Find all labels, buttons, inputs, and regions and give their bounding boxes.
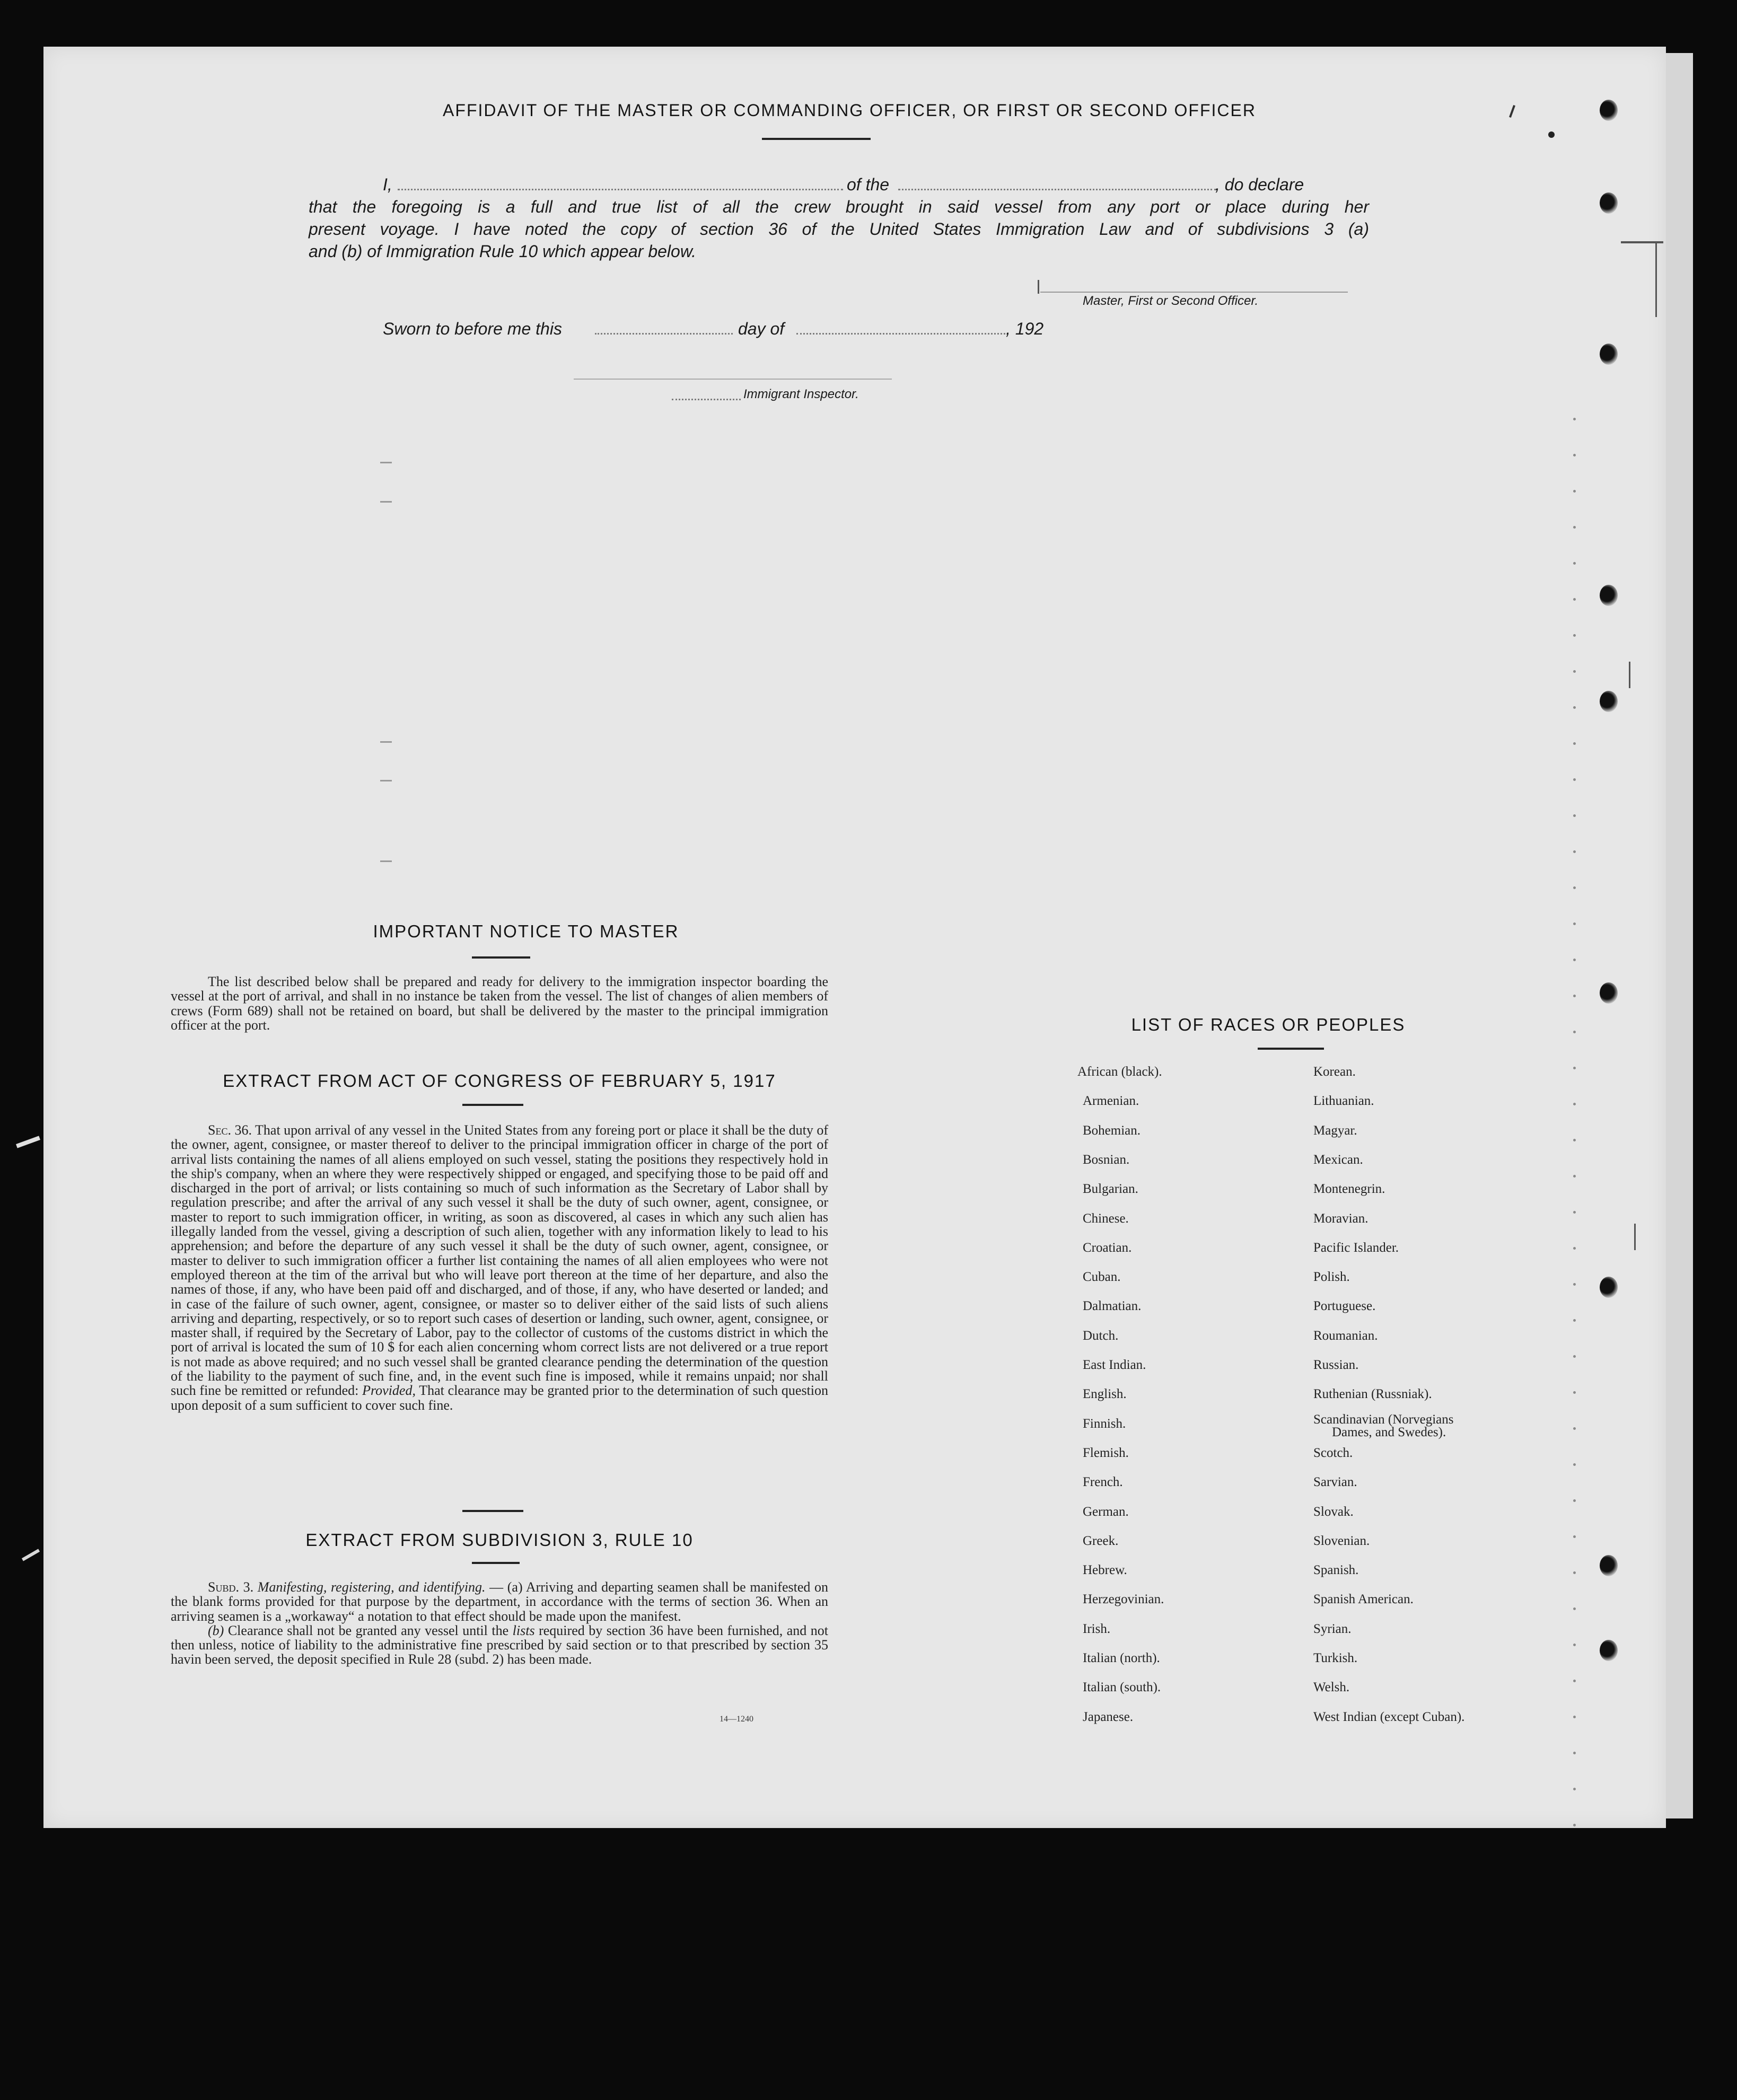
- notice-title-rule: [472, 956, 530, 959]
- margin-dot: [1573, 562, 1576, 565]
- race-item: German.: [1083, 1504, 1129, 1519]
- margin-dot: [1573, 1499, 1576, 1502]
- notice-text: The list described below shall be prepared and ready for delivery to the immigration inspector boarding the vessel at the port of arrival, and shall in no instance be taken from the vessel. The list of changes of alien members of crews (Form 689) shall not be retained on board, but shall be delivered by the master to the principal immigration officer at the port.: [171, 974, 828, 1033]
- margin-dot: [1573, 1607, 1576, 1610]
- race-item: Chinese.: [1083, 1211, 1129, 1226]
- races-title-rule: [1258, 1048, 1324, 1050]
- race-item: Spanish American.: [1313, 1592, 1414, 1607]
- sworn-day-of: day of: [738, 319, 785, 338]
- margin-dot: [1573, 1644, 1576, 1646]
- affidavit-title: AFFIDAVIT OF THE MASTER OR COMMANDING OFFICER, OR FIRST OR SECOND OFFICER: [443, 101, 1256, 120]
- affidavit-line1-declare: , do declare: [1215, 175, 1304, 194]
- act-text: Sec. 36. That upon arrival of any vessel in the United States from any foreing port or place it shall be the duty of the owner, agent, consignee, or master thereof to deliver to the principal immigration officer in charge of the port of arrival lists containing the names of all aliens employed on such vessel, stating the positions they respectively hold in the ship's company, when an where they were respectively shipped or engaged, and specifying those to be paid off and discharged in the port of arrival; or lists containing so much of such information as the Secretary of Labor shall by regulation prescribe; and after the arrival of any such vessel it shall be the duty of such owner, agent, consignee, or master to report to such immigration officer, in writing, as soon as discovered, al cases in which any such alien has illegally landed from the vessel, giving a description of such alien, together with any information likely to lead to his apprehension; and before the departure of any such vessel it shall be the duty of such owner, agent, consignee, or master to deliver to such immigration officer a further list containing the names of all alien employees who were not employed thereon at the tim of the arrival but who will leave port thereon at the time of her departure, and also the names of those, if any, who have been paid off and discharged, and of those, if any, who have deserted or landed; and in case of the failure of such owner, agent, consignee, or master so to deliver either of the said lists of such aliens arriving and departing, respectively, or so to report such cases of desertion or landing, such owner, agent, consignee, or master shall, if required by the Secretary of Labor, pay to the collector of customs of the customs district in which the port of arrival is located the sum of 10 $ for each alien concerning whom correct lists are not delivered or a true report is not made as above required; and no such vessel shall be granted clearance pending the determination of the question of the liability to the payment of such fine, and, in the event such fine is imposed, while it remains unpaid; nor shall such fine be remitted or refunded: Provided, That clearance may be granted prior to the determination of such question upon deposit of a sum sufficient to cover such fine.: [171, 1122, 829, 1413]
- left-edge-mark: [16, 1136, 40, 1148]
- margin-dot: [1573, 778, 1576, 781]
- signature-blank[interactable]: [1040, 292, 1348, 293]
- race-item: Montenegrin.: [1313, 1182, 1385, 1197]
- faint-tick: [380, 780, 392, 781]
- race-item: Dutch.: [1083, 1328, 1119, 1343]
- margin-dot: [1573, 1680, 1576, 1682]
- margin-dot: [1573, 814, 1576, 817]
- race-item: African (black).: [1077, 1065, 1162, 1079]
- sworn-prefix: Sworn to before me this: [383, 319, 562, 338]
- margin-dot: [1573, 598, 1576, 601]
- race-item: Irish.: [1083, 1621, 1111, 1636]
- affidavit-line3: present voyage. I have noted the copy of section 36 of the United States Immigration Law and of subdivisions 3 (a): [309, 219, 1369, 239]
- name-blank[interactable]: [398, 189, 843, 190]
- race-item: Polish.: [1313, 1270, 1350, 1285]
- margin-dot: [1573, 1427, 1576, 1430]
- signature-label: Master, First or Second Officer.: [1083, 294, 1259, 308]
- binding-hole: [1600, 1555, 1618, 1576]
- margin-dot: [1573, 742, 1576, 745]
- binding-hole: [1600, 982, 1618, 1004]
- race-item: Armenian.: [1083, 1094, 1139, 1109]
- speck: [1509, 105, 1515, 118]
- margin-dot: [1573, 1283, 1576, 1286]
- race-item: Dalmatian.: [1083, 1299, 1142, 1314]
- affidavit-line4: and (b) of Immigration Rule 10 which appear below.: [309, 242, 697, 261]
- margin-dot: [1573, 1031, 1576, 1033]
- faint-tick: [380, 501, 392, 503]
- act-sec-label: Sec. 36.: [208, 1122, 252, 1138]
- race-item: Bohemian.: [1083, 1123, 1141, 1138]
- inspector-label: Immigrant Inspector.: [743, 387, 859, 401]
- race-item: Turkish.: [1313, 1651, 1358, 1665]
- sworn-month-blank[interactable]: [796, 333, 1008, 335]
- binding-hole: [1600, 1640, 1618, 1661]
- race-item: Korean.: [1313, 1065, 1356, 1079]
- clip-mark: [1629, 662, 1630, 688]
- binding-hole: [1600, 585, 1618, 606]
- margin-dot: [1573, 922, 1576, 925]
- race-item: Portuguese.: [1313, 1299, 1376, 1314]
- races-title: LIST OF RACES OR PEOPLES: [1131, 1015, 1406, 1034]
- race-item: Pacific Islander.: [1313, 1240, 1399, 1255]
- affidavit-line1-of-the: of the: [847, 175, 890, 194]
- margin-dot: [1573, 670, 1576, 673]
- vessel-blank[interactable]: [898, 189, 1216, 190]
- binding-hole: [1600, 100, 1618, 121]
- race-item: English.: [1083, 1387, 1127, 1402]
- race-item: Bulgarian.: [1083, 1182, 1138, 1197]
- affidavit-line1-i: I,: [383, 175, 392, 194]
- race-item: Bosnian.: [1083, 1152, 1130, 1167]
- race-item: Croatian.: [1083, 1240, 1132, 1255]
- race-item: Cuban.: [1083, 1270, 1121, 1285]
- notice-title: IMPORTANT NOTICE TO MASTER: [373, 921, 679, 941]
- margin-dot: [1573, 1571, 1576, 1574]
- race-item: Dames, and Swedes).: [1332, 1425, 1446, 1439]
- margin-dot: [1573, 634, 1576, 637]
- margin-dot: [1573, 1319, 1576, 1322]
- margin-dot: [1573, 1175, 1576, 1178]
- signature-tick: [1038, 280, 1039, 294]
- race-item: East Indian.: [1083, 1358, 1146, 1372]
- race-item: Japanese.: [1083, 1709, 1134, 1724]
- race-item: French.: [1083, 1475, 1123, 1490]
- race-item: West Indian (except Cuban).: [1313, 1709, 1465, 1724]
- margin-dot: [1573, 1067, 1576, 1069]
- margin-dot: [1573, 995, 1576, 997]
- race-item: Lithuanian.: [1313, 1094, 1374, 1109]
- binding-hole: [1600, 192, 1618, 214]
- speck: [1548, 131, 1555, 138]
- faint-tick: [380, 462, 392, 463]
- margin-dot: [1573, 454, 1576, 456]
- race-item: Syrian.: [1313, 1621, 1352, 1636]
- act-title: EXTRACT FROM ACT OF CONGRESS OF FEBRUARY 5, 1917: [223, 1071, 776, 1091]
- document-page: [43, 47, 1666, 1828]
- race-item: Welsh.: [1313, 1680, 1350, 1695]
- race-item: Ruthenian (Russniak).: [1313, 1387, 1432, 1402]
- race-item: Sarvian.: [1313, 1475, 1357, 1490]
- sworn-year: , 192: [1006, 319, 1044, 338]
- race-item: Finnish.: [1083, 1416, 1126, 1431]
- margin-dot: [1573, 1535, 1576, 1538]
- margin-dot: [1573, 1716, 1576, 1718]
- margin-dot: [1573, 886, 1576, 889]
- affidavit-line2: that the foregoing is a full and true list of all the crew brought in said vessel from any port or place during her: [309, 197, 1369, 216]
- clip-mark: [1634, 1224, 1636, 1250]
- race-item: Scandinavian (Norvegians: [1313, 1412, 1454, 1427]
- inspector-blank[interactable]: [672, 399, 741, 400]
- rule-title: EXTRACT FROM SUBDIVISION 3, RULE 10: [305, 1530, 694, 1550]
- race-item: Scotch.: [1313, 1445, 1353, 1460]
- margin-dot: [1573, 850, 1576, 853]
- margin-dot: [1573, 1752, 1576, 1754]
- race-item: Mexican.: [1313, 1152, 1363, 1167]
- race-item: Italian (north).: [1083, 1651, 1160, 1665]
- margin-dot: [1573, 1355, 1576, 1358]
- margin-dot: [1573, 1247, 1576, 1250]
- race-item: Roumanian.: [1313, 1328, 1378, 1343]
- affidavit-title-rule: [762, 138, 871, 140]
- form-number: 14—1240: [720, 1715, 753, 1724]
- binding-hole: [1600, 344, 1618, 365]
- margin-dot: [1573, 1139, 1576, 1141]
- margin-dot: [1573, 526, 1576, 529]
- race-item: Flemish.: [1083, 1445, 1129, 1460]
- race-item: Spanish.: [1313, 1563, 1359, 1578]
- margin-dot: [1573, 706, 1576, 709]
- clip-mark: [1655, 243, 1657, 317]
- act-title-rule: [462, 1104, 523, 1106]
- race-item: Hebrew.: [1083, 1563, 1127, 1578]
- margin-dot: [1573, 1211, 1576, 1214]
- rule-text: Subd. 3. Manifesting, registering, and identifying. — (a) Arriving and departing seamen shall be manifested on the blank forms provided for that purpose by the department, in accordance with the terms of section 36. When an arriving seamen is a „workaway“ a notation to that effect should be made upon the manifest. (b) Clearance shall not be granted any vessel until the lists required by section 36 have been furnished, and not then unless, notice of liability to the administrative fine prescribed by said section or to that prescribed by section 35 havin been served, the deposit specified in Rule 28 (subd. 2) has been made.: [171, 1579, 829, 1667]
- race-item: Italian (south).: [1083, 1680, 1161, 1695]
- race-item: Russian.: [1313, 1358, 1359, 1372]
- margin-dot: [1573, 1788, 1576, 1790]
- margin-dot: [1573, 1463, 1576, 1466]
- rule-title-rule: [472, 1562, 520, 1564]
- binding-hole: [1600, 1277, 1618, 1298]
- left-edge-mark: [22, 1549, 40, 1561]
- margin-dot: [1573, 1391, 1576, 1394]
- race-item: Slovak.: [1313, 1504, 1354, 1519]
- margin-dot: [1573, 1103, 1576, 1105]
- race-item: Magyar.: [1313, 1123, 1357, 1138]
- inspector-signature-blank[interactable]: [574, 379, 892, 380]
- race-item: Herzegovinian.: [1083, 1592, 1164, 1607]
- race-item: Greek.: [1083, 1533, 1119, 1548]
- margin-dot: [1573, 959, 1576, 961]
- act-end-rule: [462, 1510, 523, 1512]
- sworn-day-blank[interactable]: [595, 333, 733, 335]
- margin-dot: [1573, 490, 1576, 493]
- margin-dot: [1573, 418, 1576, 420]
- race-item: Slovenian.: [1313, 1533, 1370, 1548]
- binding-hole: [1600, 691, 1618, 712]
- margin-dot: [1573, 1824, 1576, 1826]
- clip-mark: [1621, 241, 1663, 243]
- faint-tick: [380, 860, 392, 862]
- faint-tick: [380, 741, 392, 743]
- race-item: Moravian.: [1313, 1211, 1368, 1226]
